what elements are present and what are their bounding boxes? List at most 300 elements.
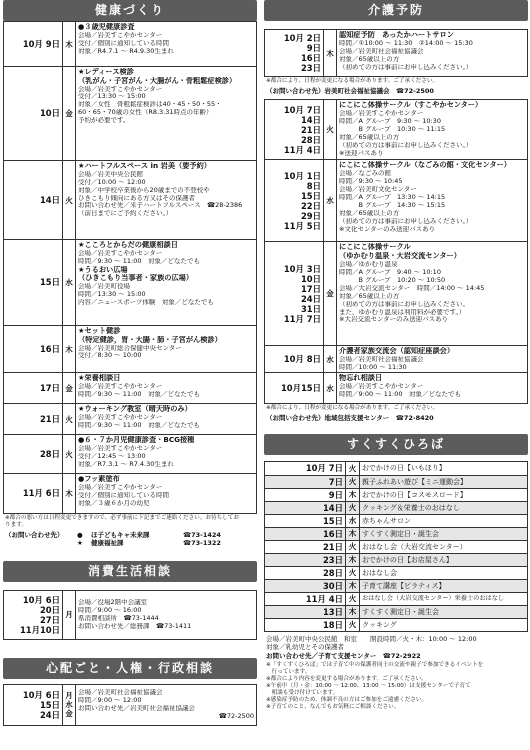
event-detail: 時間／10:00 〜 11:30 [339,364,407,372]
date: 16日 [322,528,343,539]
event-detail: （初めての方は事前にお申し込みください。 [339,300,469,308]
event-title: にこにこ体操サークル [339,243,411,252]
event-detail: 会場／岩美町社会福祉協議会 [339,356,424,364]
event-detail: 対象／R7.3.1 〜 R7.4.30生まれ [78,460,174,468]
date: 22日 [300,200,321,211]
date-cell [265,554,345,566]
date: 31日 [300,304,321,314]
contact-label: （お問い合わせ先） [5,530,64,539]
event-detail: 会場／岩美すこやかセンター [78,85,163,93]
date-cell [265,100,323,159]
content-cell: すくすく測定日・誕生会 [359,528,527,540]
table-row [265,30,527,76]
date: 11月 7日 [283,314,321,325]
event-detail: ☎72-2500 [218,712,254,720]
weekday-cell [345,515,359,527]
event-detail: 会場／大岩交流センター 時間／14:00 〜 14:45 [339,284,485,292]
date-cell [4,685,62,725]
weekday-cell [345,462,359,475]
date: 11月 4日 [305,593,343,604]
contact-tel: ☎73-1424 [183,530,221,539]
date: 28日 [322,567,343,578]
event-title: にこにこ体操サークル（すこやかセンター） [339,101,483,110]
footer-line: お問い合わせ先／子育て支援センター ☎72-2922 [266,651,421,660]
date-cell [265,567,345,579]
event-title: ●６・７か月児健康診査・BCG接種 [78,436,195,444]
event-title: ●３歳児健康診査 [78,23,135,31]
sukusuku-header: すくすくひろば [264,434,528,455]
event-detail: 時間／9:30 〜 11:00 対象／どなたでも [78,421,200,429]
event-detail: 予約が必要です。 [78,117,130,125]
event-detail: 会場／岩美すこやかセンター [78,444,163,452]
weekday: 水 [326,383,334,393]
event-detail: 受付／10:00 〜 12:00 [78,178,146,186]
weekday-cell [345,580,359,592]
content-cell [75,474,256,513]
event-detail: 受付／個別に通知している時間 [78,491,169,499]
date-cell [4,67,62,160]
table-row [4,160,256,239]
content-cell [75,404,256,434]
event-title: ★ハートフルスペース in 岩美（要予約） [78,162,211,170]
event-title: ★レディース検診 [78,68,134,76]
date-cell [4,404,62,434]
content-cell [336,160,527,241]
mark: ● [77,530,83,539]
date-cell [4,435,62,473]
weekday-cell [323,160,336,241]
date: 14日 [322,502,343,513]
weekday-cell [62,404,75,434]
weekday-cell [345,528,359,540]
date-cell [265,160,323,241]
event-detail: 時間／①10:00 〜 11:30 ②14:00 〜 15:30 [339,39,473,47]
weekday: 月 [65,610,73,620]
event-detail: 対象／65歳以上の方 [339,292,400,300]
date-cell [4,161,62,239]
weekday: 金 [65,109,73,118]
date: 10月 6日 [22,689,60,700]
event-detail: （前日までにご予約ください。） [78,210,173,218]
contact-dept: ほ子どもキャ未来課 [91,530,150,539]
table-row [265,618,527,631]
event-detail: 会場／岩美町社会福祉協議会 [339,47,424,55]
weekday: 火 [348,463,357,473]
event-detail: 対象／65歳以上の方 [339,133,400,141]
weekday: 火 [348,503,357,513]
event-detail: 会場／岩美すこやかセンター [339,110,424,118]
table-row [4,21,256,66]
weekday-cell [345,619,359,631]
date: 10月 1日 [283,170,321,181]
event-detail: B グループ 10:20 〜 10:50 [339,276,446,284]
date: 14日 [300,114,321,125]
date-cell [265,242,323,345]
kenkou-header: 健康づくり [3,0,257,21]
date: 15日 [300,190,321,201]
content-cell [336,346,527,372]
note-line: ※都合により内容を変更する場合があります。ご了承ください。 [266,676,427,683]
table-row [265,527,527,540]
content-cell: おでかけの日【コスモスロード】 [359,489,527,501]
weekday-cell [62,161,75,239]
date-cell [265,373,323,403]
content-cell [75,240,256,325]
event-detail: 時間／A グループ 9:40 〜 10:10 [339,268,441,276]
event-title: ★うるおい広場 [78,265,128,274]
event-detail: お問い合わせ先／総務課 ☎73-1411 [78,622,192,630]
date: 13日 [322,606,343,617]
contact-line [77,539,255,547]
event-detail: ※文化センターのみ送迎バスあり [339,225,436,233]
date-cell [4,326,62,372]
content-cell [75,326,256,372]
table-row [4,325,256,372]
weekday-cell [323,346,336,372]
date: 18日 [322,619,343,630]
date: 10月 2日 [283,32,321,43]
weekday: 火 [348,620,357,630]
note-line: ※「すくすくひろば」では子育て中の保護者同士の交流や親子で参加できるイベントを [266,662,484,669]
date: 11月 4日 [283,145,321,156]
event-detail: 受付／13:30 〜 15:00 [78,93,146,101]
content-cell [75,591,256,639]
event-detail: 時間／13:30 〜 15:00 [78,291,146,299]
content-cell [336,373,527,403]
date: 11月10日 [19,624,60,635]
event-detail: 対象／３歳６か月の幼児 [78,499,150,507]
weekday: 火 [348,477,357,487]
event-detail: 会場／なごみの館 [339,170,391,178]
date-cell [265,593,345,605]
event-title: ★セット健診 [78,327,121,335]
event-detail: ひきこもり傾向にある方又はその保護者 [78,194,195,202]
kaigo-table-1 [264,29,528,77]
event-detail: 会場／岩美町総合保健中央センター [78,344,182,352]
date-cell [265,476,345,488]
date: 10月 7日 [305,463,343,474]
weekday: 木 [65,39,73,49]
event-detail: 60・65・70歳の女性（R8.3.31時点の年齢） [78,109,213,117]
event-detail: 会場／岩美中央公民館 [78,170,143,178]
weekday-cell [345,567,359,579]
weekday-cell [345,593,359,605]
event-detail: また、ゆかむり温泉は利用料が必要です。） [339,308,466,316]
weekday-cell [323,242,336,345]
weekday-cell [62,373,75,403]
event-detail: 会場／岩美すこやかセンター [339,383,424,391]
event-detail: 会場／ゆかむり温泉 [339,260,398,268]
event-detail: 会場／岩美町役場 [78,283,130,291]
event-subtitle: （乳がん・子宮がん・大腸がん・骨粗鬆症検診） [78,76,237,85]
table-row [265,566,527,579]
shouhi-table [3,590,257,640]
date: 16日 [300,53,321,63]
table-row [4,372,256,403]
sukusuku-table [264,461,528,632]
table-row [265,475,527,488]
date: 23日 [300,63,321,74]
event-detail: 対象／女性 骨粗鬆症検診は40・45・50・55・ [78,101,222,109]
weekday: 火 [348,594,357,604]
event-detail: 時間／9:30 〜 11:00 対象／どなたでも [78,390,200,398]
date: 14日 [39,194,60,205]
weekday-cell [345,606,359,618]
footer-line: 会場／岩美町中央公民館 和室 開設時間／火・木：10:00 〜 12:00 [266,634,477,643]
date: 15日 [39,699,60,710]
table-row [265,501,527,514]
date: 11月 6日 [22,488,60,499]
content-cell: クッキング＆栄養士のおはなし [359,502,527,514]
date: 10月 8日 [283,354,321,365]
date-cell [265,489,345,501]
date-cell [4,22,62,66]
weekday: 木 [348,607,357,617]
event-detail: 会場／岩美町社会福祉協議会 [78,689,163,696]
weekday-cell [62,22,75,66]
event-subtitle: （ゆかむり温泉・大岩交流センター） [339,252,461,261]
weekday-cell [62,326,75,372]
left-column [3,0,257,726]
date-cell [4,240,62,325]
weekday-cell [345,554,359,566]
date: 10日 [39,108,60,119]
date: 23日 [322,554,343,565]
date-cell [265,502,345,514]
date: 28日 [300,134,321,145]
event-detail: 受付／個別に通知している時間 [78,39,169,47]
content-cell: すくすく測定日・誕生会 [359,606,527,618]
note-line: ります。 [5,521,27,528]
date-cell [4,591,62,639]
table-row [4,403,256,434]
note-line: 行っています。 [266,669,311,676]
date: 10月 9日 [22,38,60,49]
event-detail: 時間／9:00 〜 16:00 [78,606,142,614]
weekday: 火 [348,542,357,552]
date: 15日 [39,277,60,288]
weekday-cell [62,685,75,725]
content-cell [75,685,256,725]
note-line: ※感染症予防のため、体調不良の方はご参加をご遠慮ください。 [266,697,428,704]
event-detail: 時間／A グループ 9:30 〜 10:30 [339,118,441,126]
kaigo-table-2 [264,99,528,404]
table-row [265,462,527,475]
content-cell: 親子ふれあい遊び【ミニ運動会】 [359,476,527,488]
date: 10日 [300,273,321,284]
content-cell: 子育て講座【ピラティス】 [359,580,527,592]
event-title: 介護者家族交流会（認知症座談会） [339,347,455,356]
content-cell: おはなし会 [359,567,527,579]
date: 9日 [328,489,343,500]
weekday-cell [345,502,359,514]
event-detail: 受付／8:30 〜 10:00 [78,352,142,360]
weekday: 水 [65,278,73,287]
kenkou-contacts [3,530,257,549]
table-row [265,592,527,605]
content-cell: 赤ちゃんサロン [359,515,527,527]
content-cell: おはなし会（大岩交流センター） [359,541,527,553]
weekday: 木 [348,529,357,539]
date: 24日 [300,293,321,304]
content-cell: おでかけの日【お店屋さん】 [359,554,527,566]
table-row [4,685,256,725]
weekday-cell [62,591,75,639]
shouhi-header: 消費生活相談 [3,561,257,582]
weekday-cell [62,240,75,325]
weekday: 金 [65,709,73,719]
date-cell [265,30,323,76]
event-detail: 対象／65歳以上の方 [339,55,400,63]
weekday: 木 [348,555,357,565]
note-line: 相談も受け付けています。 [266,690,339,697]
event-detail: 時間／A グループ 13:30 〜 14:15 [339,193,446,201]
table-row [265,540,527,553]
weekday-cell [323,373,336,403]
event-detail: 時間／9:00 〜 11:00 対象／どなたでも [339,391,461,399]
date-cell [4,373,62,403]
weekday: 水 [326,196,334,206]
weekday: 木 [65,344,73,354]
event-detail: 対象／中学校卒業後から20歳までの不登校や [78,186,210,194]
content-cell: クッキング [359,619,527,631]
weekday-cell [62,474,75,513]
event-title: 認知症予防 あったかハートサロン [339,31,454,39]
weekday-cell [323,100,336,159]
shinpai-header: 心配ごと・人権・行政相談 [3,658,257,679]
table-row [265,605,527,618]
table-row [4,66,256,160]
date: 27日 [39,614,60,625]
event-title: にこにこ体操サークル（なごみの館・文化センター） [339,161,511,170]
event-detail: 対象／65歳以上の方 [339,209,400,217]
event-detail: ※大岩交流センターのみ送迎バスあり [339,316,449,324]
table-row [265,488,527,501]
date: 17日 [39,382,60,393]
event-detail: B グループ 14:30 〜 15:15 [339,201,446,209]
date: 9日 [306,42,321,53]
event-detail: 会場／役場2階中会議室 [78,599,148,606]
weekday-cell [323,30,336,76]
table-row [265,241,527,345]
kenkou-table [3,21,257,514]
date-cell [265,528,345,540]
table-row [265,345,527,372]
date-cell [265,346,323,372]
event-title: ★こころとからだの健康相談日 [78,241,178,249]
weekday: 火 [326,125,334,135]
table-row [265,579,527,592]
date: 21日 [300,124,321,135]
date-cell [265,580,345,592]
weekday: 火 [65,414,73,424]
event-title: ●フッ素塗布 [78,475,120,483]
event-detail: 会場／岩美すこやかセンター [78,483,163,491]
weekday: 水 [348,516,357,526]
content-cell [75,22,256,66]
weekday: 木 [348,490,357,500]
weekday-cell [62,67,75,160]
date: 10月 3日 [283,263,321,274]
date: 29日 [300,211,321,221]
event-detail: 会場／岩美すこやかセンター [78,382,163,390]
weekday: 火 [348,568,357,578]
table-row [4,473,256,513]
mark: ★ [77,539,83,548]
date: 10月 7日 [283,104,321,115]
event-detail: （初めての方は事前にお申し込みください。） [339,141,473,149]
event-detail: 会場／岩美すこやかセンター [78,249,163,257]
weekday: 火 [65,195,73,205]
date: 24日 [39,709,60,720]
date: 7日 [328,476,343,487]
contact-dept: 健康福祉課 [91,539,124,548]
date-cell [4,474,62,513]
kaigo-header: 介護予防 [264,0,528,21]
kaigo-contact-2: （お問い合わせ先）地域包括支援センター ☎72-8420 [266,414,434,423]
table-row [265,372,527,403]
event-detail: 時間／9:30 〜 10:45 [339,178,403,186]
kaigo-note-1: ※都合により、日程が変更になる場合があります。ご了承ください。 [266,78,439,84]
content-cell [336,242,527,345]
table-row [265,553,527,566]
weekday-cell [345,489,359,501]
kenkou-note [3,514,257,530]
date-cell [265,541,345,553]
content-cell [75,435,256,473]
event-subtitle: （ひきこもり当事者・家族の広場） [78,274,194,283]
date: 15日 [322,515,343,526]
event-detail: 会場／岩美すこやかセンター [78,413,163,421]
weekday: 木 [65,489,73,498]
event-detail: ※送迎バスあり [339,149,384,157]
right-column [264,0,528,712]
event-detail: お問い合わせ先／岩美町社会福祉協議会 [78,704,195,712]
event-detail: （初めての方は事前にお申し込みください。） [339,63,473,71]
date-cell [265,515,345,527]
kaigo-contact-1: （お問い合わせ先）岩美町社会福祉協議会 ☎72-2500 [266,86,434,95]
note-line: ※都合の悪い方は日程変更できますので、必ず事前に下記までご連絡ください。お待ちしてお [5,515,239,521]
date: 28日 [39,448,60,459]
note-line: ※子育てのこと、なんでもお気軽にご相談ください。 [266,704,400,711]
date: 16日 [39,343,60,354]
event-detail: 会場／岩美すこやかセンター [78,31,163,39]
table-row [4,591,256,639]
shinpai-table [3,684,257,726]
date: 8日 [306,180,321,191]
event-detail: 対象／R4.7.1 〜 R4.9.30生まれ [78,47,174,55]
content-cell: おはなし会（大岩交流センター）栄養士のおはなし [359,593,527,605]
table-row [4,434,256,473]
kaigo-note-2: ※都合により、日程が変更になる場合があります。ご了承ください。 [266,405,439,412]
weekday-cell [345,541,359,553]
date: 10月 6日 [22,594,60,605]
event-detail: お問い合わせ先／米子ハートフルスペース ☎28-2386 [78,202,243,210]
event-detail: 受付／12:45 〜 13:00 [78,452,146,460]
event-detail: （初めての方は事前にお申し込みください。） [339,217,473,225]
event-detail: 時間／9:00 〜 12:00 [78,696,142,704]
weekday-cell [345,476,359,488]
content-cell: おでかけの日【いもほり】 [359,462,527,475]
table-row [265,100,527,159]
date-cell [265,606,345,618]
content-cell [336,100,527,159]
sukusuku-footnotes [264,661,528,712]
weekday: 水 [326,354,334,364]
content-cell [75,373,256,403]
weekday: 水 [65,700,73,710]
table-row [4,239,256,325]
